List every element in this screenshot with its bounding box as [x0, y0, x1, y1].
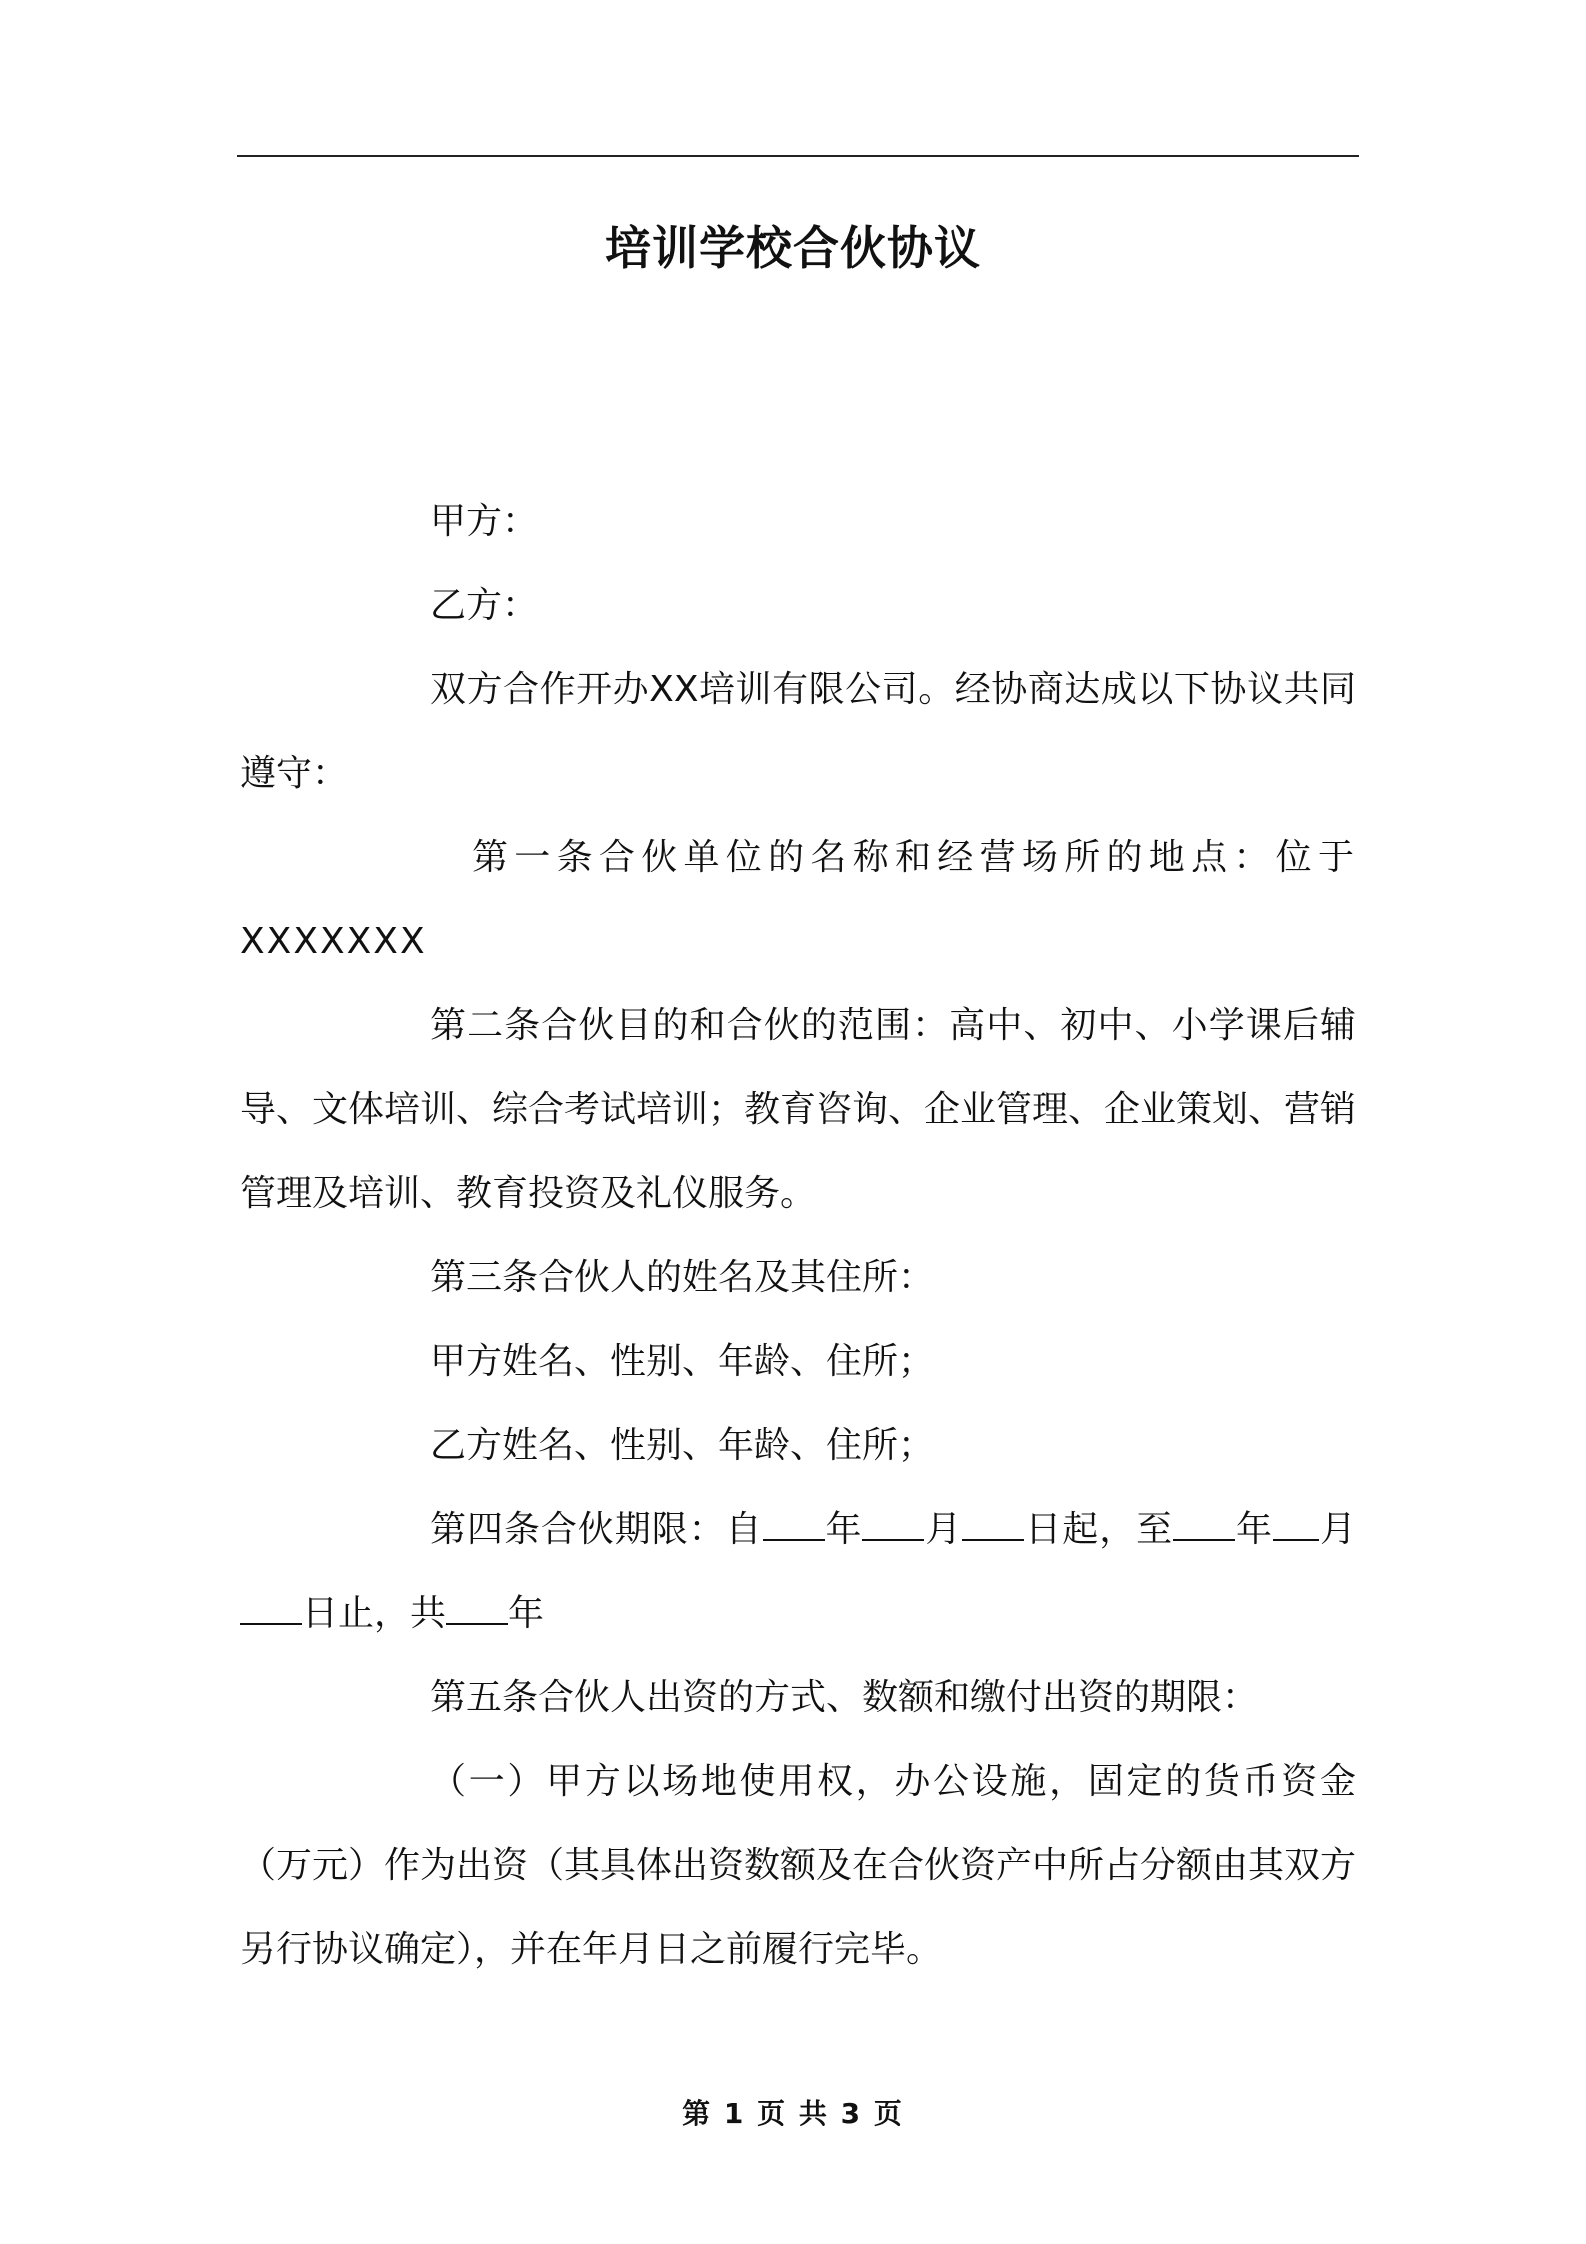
article-4-text-1: 第四条合伙期限：自: [430, 1509, 763, 1550]
blank-end-day: [240, 1593, 302, 1625]
blank-end-month: [1273, 1509, 1319, 1541]
document-body: [240, 480, 1356, 1992]
article-4-text-3: 月: [924, 1509, 963, 1550]
page-number: 第 1 页 共 3 页: [682, 2097, 904, 2130]
blank-start-year: [763, 1509, 825, 1541]
article-4-text-2: 年: [824, 1509, 863, 1550]
article-4-text-8: 年: [508, 1593, 545, 1634]
party-b-info: 乙方姓名、性别、年龄、住所；: [430, 1425, 935, 1466]
blank-end-year: [1173, 1509, 1235, 1541]
blank-start-month: [862, 1509, 924, 1541]
article-2: 第二条合伙目的和合伙的范围：高中、初中、小学课后辅导、文体培训、综合考试培训；教育咨询、企业管理、企业策划、营销管理及培训、教育投资及礼仪服务。: [240, 1005, 1357, 1214]
blank-start-day: [962, 1509, 1024, 1541]
party-a-info: 甲方姓名、性别、年龄、住所；: [430, 1341, 935, 1382]
article-3: 第三条合伙人的姓名及其住所：: [430, 1257, 935, 1298]
article-4-text-4: 日起，至: [1024, 1509, 1174, 1550]
article-4-text-5: 年: [1235, 1509, 1274, 1550]
article-5-item-1: （一）甲方以场地使用权，办公设施，固定的货币资金（万元）作为出资（其具体出资数额及在合伙资产中所占分额由其双方另行协议确定），并在年月日之前履行完毕。: [240, 1761, 1357, 1970]
party-a-line: 甲方：: [430, 501, 539, 542]
article-4: [240, 1488, 1356, 1656]
document-title: 培训学校合伙协议: [605, 221, 981, 275]
party-b-line: 乙方：: [430, 585, 539, 626]
article-1: 第一条合伙单位的名称和经营场所的地点：位于XXXXXXX: [240, 837, 1356, 962]
intro-paragraph: 双方合作开办XX培训有限公司。经协商达成以下协议共同遵守：: [240, 669, 1356, 794]
article-4-text-7: 日止，共: [302, 1593, 447, 1634]
article-4-text-6: 月: [1319, 1509, 1356, 1550]
article-5: 第五条合伙人出资的方式、数额和缴付出资的期限：: [430, 1677, 1259, 1718]
blank-total-years: [446, 1593, 508, 1625]
header-rule: [237, 155, 1359, 157]
